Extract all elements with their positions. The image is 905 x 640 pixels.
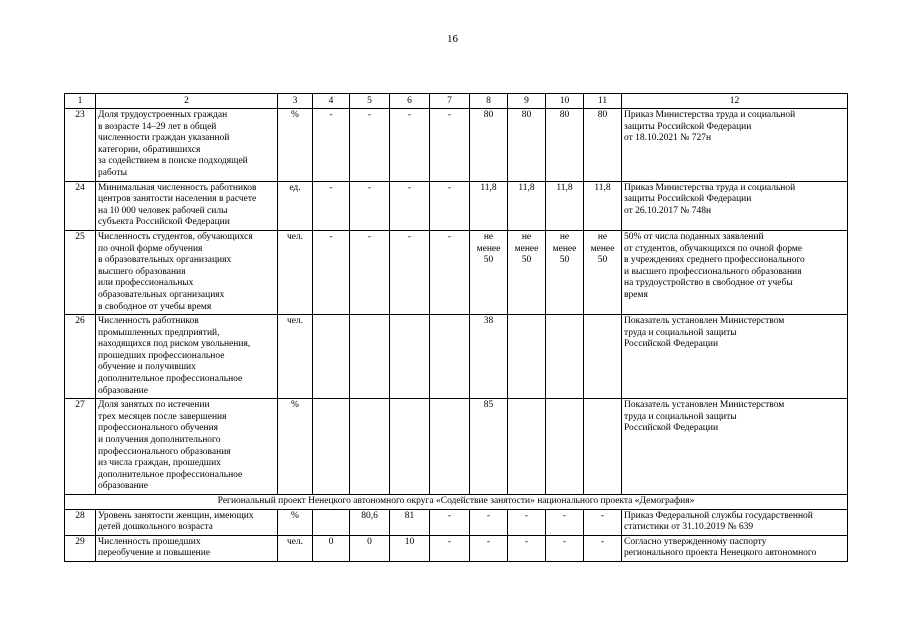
value-c4: 0 (313, 535, 350, 561)
unit: чел. (278, 315, 313, 399)
indicator-name: Доля трудоустроенных граждан в возрасте 14–29 лет в общей численности граждан указанной категории, обратившихся за содействием в поиске подходящей работы (96, 109, 278, 182)
value-c7: - (430, 181, 470, 230)
unit: ед. (278, 181, 313, 230)
table-row (65, 509, 848, 535)
value-c8: 80 (470, 109, 508, 182)
value-c10: - (546, 509, 584, 535)
value-c5: 0 (350, 535, 390, 561)
value-c4: - (313, 109, 350, 182)
value-c11: не менее 50 (584, 230, 622, 314)
value-c7: - (430, 509, 470, 535)
table-row (65, 315, 848, 399)
indicator-name: Уровень занятости женщин, имеющих детей дошкольного возраста (96, 509, 278, 535)
value-c6: - (390, 181, 430, 230)
value-c5: - (350, 109, 390, 182)
header-cell-4: 4 (313, 94, 350, 109)
page-number: 16 (447, 33, 458, 45)
value-c6: 81 (390, 509, 430, 535)
row-number: 27 (65, 399, 96, 495)
unit: % (278, 399, 313, 495)
table-row (65, 181, 848, 230)
row-number: 29 (65, 535, 96, 561)
note: 50% от числа поданных заявлений от студентов, обучающихся по очной форме в учреждениях среднего профессионального и высшего профессионального образования на трудоустройство в свободное от учебы время (622, 230, 848, 314)
value-c6: 10 (390, 535, 430, 561)
indicator-name: Доля занятых по истечении трех месяцев после завершения профессионального обучения и получения дополнительного профессионального образования из числа граждан, прошедших дополнительное профессиональное образование (96, 399, 278, 495)
value-c6: - (390, 230, 430, 314)
row-number: 25 (65, 230, 96, 314)
value-c9: - (508, 535, 546, 561)
header-cell-12: 12 (622, 94, 848, 109)
value-c7: - (430, 535, 470, 561)
value-c9: не менее 50 (508, 230, 546, 314)
value-c8: 11,8 (470, 181, 508, 230)
section-title: Региональный проект Ненецкого автономного округа «Содействие занятости» национального проекта «Демография» (65, 495, 848, 510)
header-cell-9: 9 (508, 94, 546, 109)
row-number: 26 (65, 315, 96, 399)
header-cell-11: 11 (584, 94, 622, 109)
value-c6 (390, 399, 430, 495)
value-c7 (430, 399, 470, 495)
value-c5: - (350, 181, 390, 230)
row-number: 24 (65, 181, 96, 230)
value-c8: не менее 50 (470, 230, 508, 314)
header-cell-8: 8 (470, 94, 508, 109)
indicator-name: Минимальная численность работников центров занятости населения в расчете на 10 000 человек рабочей силы субъекта Российской Федерации (96, 181, 278, 230)
value-c8: - (470, 535, 508, 561)
value-c7 (430, 315, 470, 399)
value-c11 (584, 315, 622, 399)
table-row (65, 399, 848, 495)
table-row (65, 230, 848, 314)
value-c7: - (430, 109, 470, 182)
value-c4 (313, 315, 350, 399)
table-row (65, 109, 848, 182)
row-number: 23 (65, 109, 96, 182)
indicator-name: Численность студентов, обучающихся по очной форме обучения в образовательных организациях высшего образования или профессиональных образовательных организациях в свободное от учебы время (96, 230, 278, 314)
value-c11 (584, 399, 622, 495)
indicators-table (64, 93, 848, 562)
header-cell-3: 3 (278, 94, 313, 109)
row-number: 28 (65, 509, 96, 535)
value-c10: 80 (546, 109, 584, 182)
unit: чел. (278, 230, 313, 314)
indicator-name: Численность прошедших переобучение и повышение (96, 535, 278, 561)
header-cell-5: 5 (350, 94, 390, 109)
note: Приказ Министерства труда и социальной защиты Российской Федерации от 26.10.2017 № 748н (622, 181, 848, 230)
value-c10: не менее 50 (546, 230, 584, 314)
note: Приказ Федеральной службы государственной статистики от 31.10.2019 № 639 (622, 509, 848, 535)
unit: % (278, 509, 313, 535)
value-c5 (350, 315, 390, 399)
unit: чел. (278, 535, 313, 561)
note: Приказ Министерства труда и социальной защиты Российской Федерации от 18.10.2021 № 727н (622, 109, 848, 182)
value-c11: 80 (584, 109, 622, 182)
value-c4: - (313, 181, 350, 230)
value-c5: - (350, 230, 390, 314)
value-c8: 85 (470, 399, 508, 495)
value-c9: 11,8 (508, 181, 546, 230)
header-cell-6: 6 (390, 94, 430, 109)
value-c10 (546, 315, 584, 399)
value-c9 (508, 399, 546, 495)
header-cell-7: 7 (430, 94, 470, 109)
value-c9: - (508, 509, 546, 535)
value-c11: - (584, 535, 622, 561)
header-cell-10: 10 (546, 94, 584, 109)
value-c6 (390, 315, 430, 399)
note: Показатель установлен Министерством труда и социальной защиты Российской Федерации (622, 315, 848, 399)
unit: % (278, 109, 313, 182)
indicator-name: Численность работников промышленных предприятий, находящихся под риском увольнения, прошедших профессиональное обучение и получивших дополнительное профессиональное образование (96, 315, 278, 399)
table-row (65, 535, 848, 561)
value-c4: - (313, 230, 350, 314)
note: Показатель установлен Министерством труда и социальной защиты Российской Федерации (622, 399, 848, 495)
value-c5 (350, 399, 390, 495)
header-row (65, 94, 848, 109)
section-row (65, 495, 848, 510)
value-c11: 11,8 (584, 181, 622, 230)
note: Согласно утвержденному паспорту регионального проекта Ненецкого автономного (622, 535, 848, 561)
value-c10 (546, 399, 584, 495)
value-c8: - (470, 509, 508, 535)
value-c7: - (430, 230, 470, 314)
header-cell-2: 2 (96, 94, 278, 109)
value-c4 (313, 399, 350, 495)
value-c4 (313, 509, 350, 535)
value-c11: - (584, 509, 622, 535)
value-c10: - (546, 535, 584, 561)
value-c9: 80 (508, 109, 546, 182)
value-c6: - (390, 109, 430, 182)
value-c8: 38 (470, 315, 508, 399)
value-c9 (508, 315, 546, 399)
value-c10: 11,8 (546, 181, 584, 230)
header-cell-1: 1 (65, 94, 96, 109)
value-c5: 80,6 (350, 509, 390, 535)
